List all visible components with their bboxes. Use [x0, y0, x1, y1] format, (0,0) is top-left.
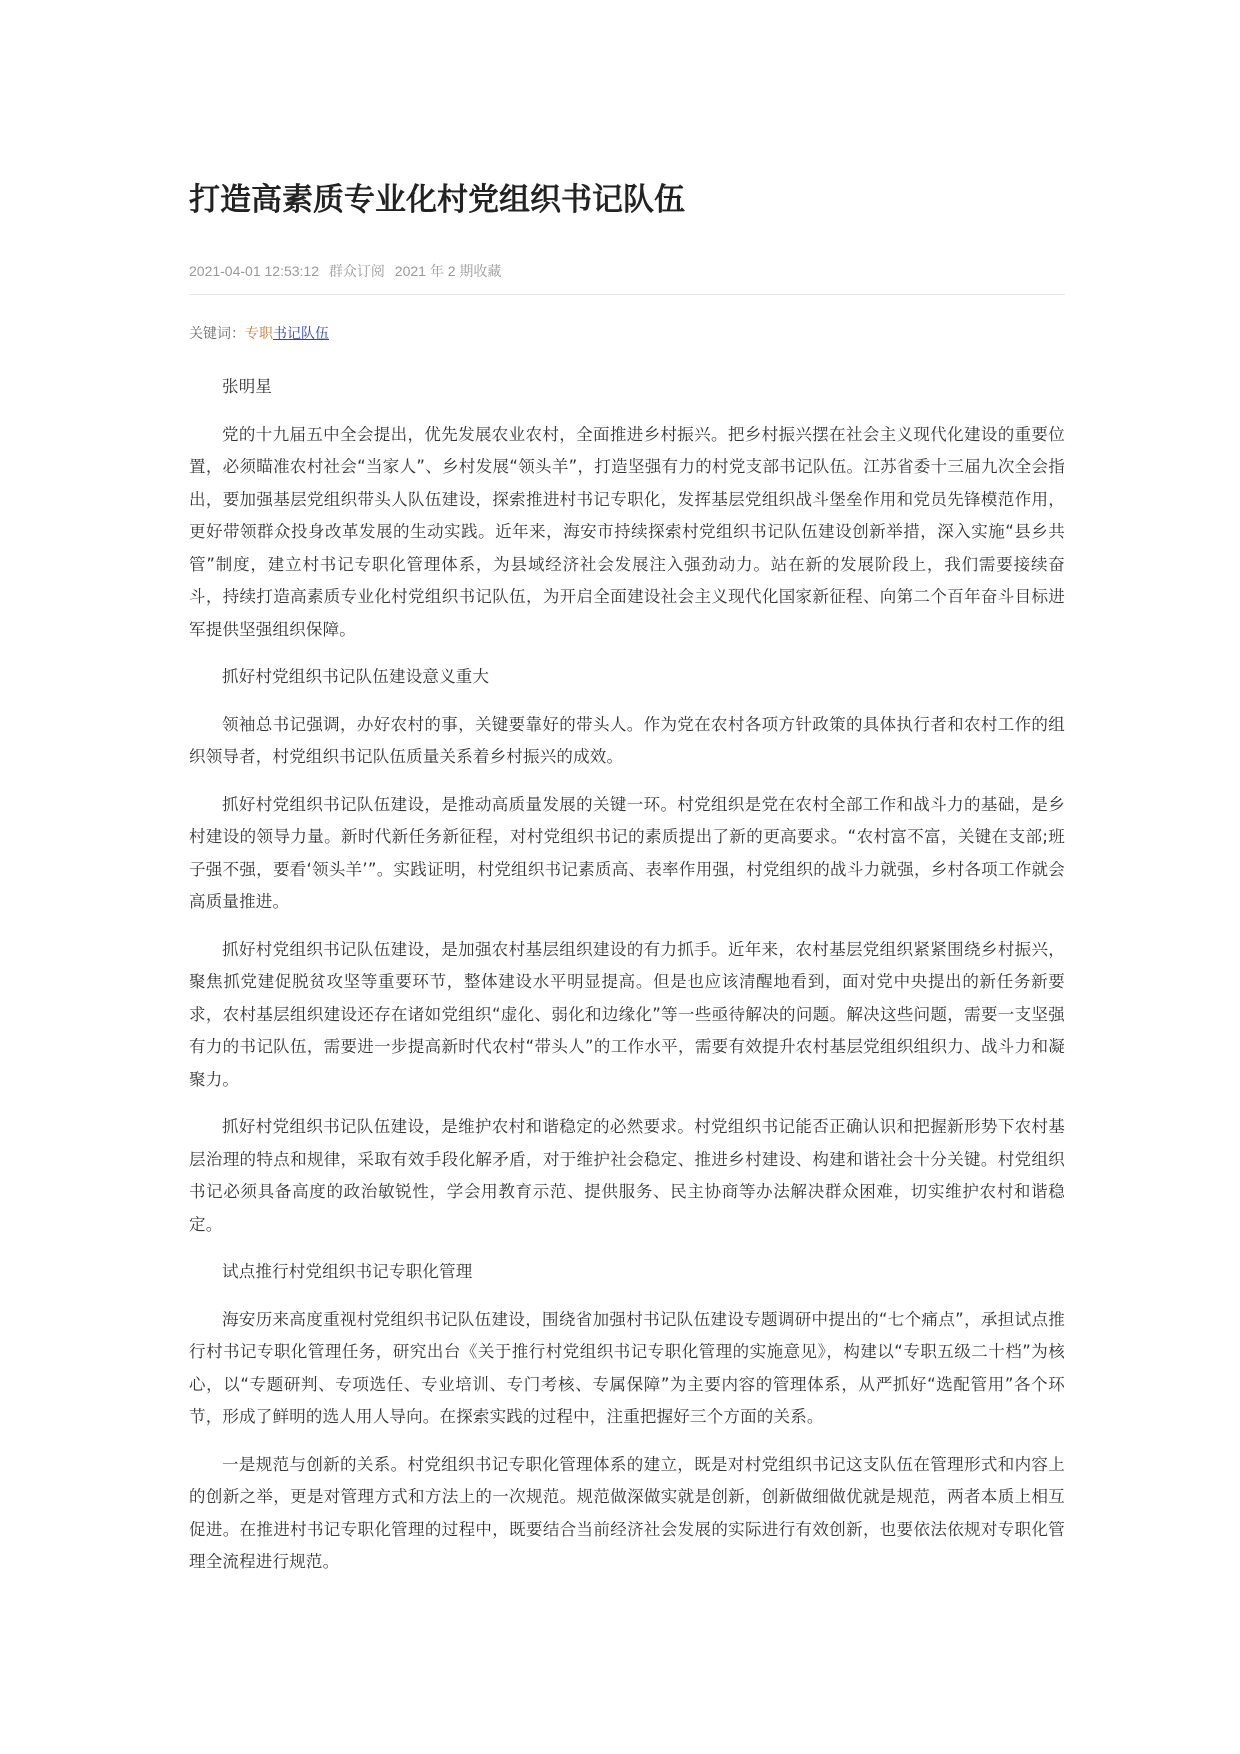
keyword-tag[interactable]: 专职 [245, 326, 273, 342]
paragraph: 一是规范与创新的关系。村党组织书记专职化管理体系的建立，既是对村党组织书记这支队伍在管理形式和内容上的创新之举，更是对管理方式和方法上的一次规范。规范做深做实就是创新，创新做细做优就是规范，两者本质上相互促进。在推进村书记专职化管理的过程中，既要结合当前经济社会发展的实际进行有效创新，也要依法依规对专职化管理全流程进行规范。 [189, 1454, 1065, 1571]
keyword-link[interactable]: 书记队伍 [273, 326, 329, 342]
paragraph: 抓好村党组织书记队伍建设，是推动高质量发展的关键一环。村党组织是党在农村全部工作和战斗力的基础，是乡村建设的领导力量。新时代新任务新征程，对村党组织书记的素质提出了新的更高要求。“农村富不富，关键在支部;班子强不强，要看‘领头羊’”。实践证明，村党组织书记素质高、表率作用强，村党组织的战斗力就强，乡村各项工作就会高质量推进。 [189, 794, 1065, 911]
section-heading: 试点推行村党组织书记专职化管理 [222, 1262, 473, 1281]
section-heading: 抓好村党组织书记队伍建设意义重大 [222, 667, 490, 686]
article-meta [189, 260, 1065, 295]
publish-datetime: 2021-04-01 12:53:12 [189, 263, 319, 279]
paragraph: 抓好村党组织书记队伍建设，是加强农村基层组织建设的有力抓手。近年来，农村基层党组织紧紧围绕乡村振兴，聚焦抓党建促脱贫攻坚等重要环节，整体建设水平明显提高。但是也应该清醒地看到，面对党中央提出的新任务新要求，农村基层组织建设还存在诸如党组织“虚化、弱化和边缘化”等一些亟待解决的问题。解决这些问题，需要一支坚强有力的书记队伍，需要进一步提高新时代农村“带头人”的工作水平，需要有效提升农村基层党组织组织力、战斗力和凝聚力。 [189, 939, 1065, 1089]
keywords-label: 关键词： [189, 326, 245, 342]
article-title: 打造高素质专业化村党组织书记队伍 [189, 182, 685, 218]
paragraph: 领袖总书记强调，办好农村的事，关键要靠好的带头人。作为党在农村各项方针政策的具体执行者和农村工作的组织领导者，村党组织书记队伍质量关系着乡村振兴的成效。 [189, 714, 1065, 766]
paragraph: 党的十九届五中全会提出，优先发展农业农村，全面推进乡村振兴。把乡村振兴摆在社会主义现代化建设的重要位置，必须瞄准农村社会“当家人”、乡村发展“领头羊”，打造坚强有力的村党支部书记队伍。江苏省委十三届九次全会指出，要加强基层党组织带头人队伍建设，探索推进村书记专职化，发挥基层党组织战斗堡垒作用和党员先锋模范作用，更好带领群众投身改革发展的生动实践。近年来，海安市持续探索村党组织书记队伍建设创新举措，深入实施“县乡共管”制度，建立村书记专职化管理体系，为县域经济社会发展注入强劲动力。站在新的发展阶段上，我们需要接续奋斗，持续打造高素质专业化村党组织书记队伍，为开启全面建设社会主义现代化国家新征程、向第二个百年奋斗目标进军提供坚强组织保障。 [189, 424, 1065, 639]
author-name: 张明星 [222, 377, 273, 396]
article-body [189, 371, 1065, 1579]
issue-label: 2021 年 2 期收藏 [394, 263, 502, 279]
paragraph: 抓好村党组织书记队伍建设，是维护农村和谐稳定的必然要求。村党组织书记能否正确认识和把握新形势下农村基层治理的特点和规律，采取有效手段化解矛盾，对于维护社会稳定、推进乡村建设、构建和谐社会十分关键。村党组织书记必须具备高度的政治敏锐性，学会用教育示范、提供服务、民主协商等办法解决群众困难，切实维护农村和谐稳定。 [189, 1117, 1065, 1234]
keywords-row [189, 323, 1065, 345]
source-label: 群众订阅 [328, 263, 385, 279]
article [189, 170, 1065, 1594]
paragraph: 海安历来高度重视村党组织书记队伍建设，围绕省加强村书记队伍建设专题调研中提出的“七个痛点”，承担试点推行村书记专职化管理任务，研究出台《关于推行村党组织书记专职化管理的实施意见》，构建以“专职五级二十档”为核心，以“专题研判、专项选任、专业培训、专门考核、专属保障”为主要内容的管理体系，从严抓好“选配管用”各个环节，形成了鲜明的选人用人导向。在探索实践的过程中，注重把握好三个方面的关系。 [189, 1309, 1065, 1426]
